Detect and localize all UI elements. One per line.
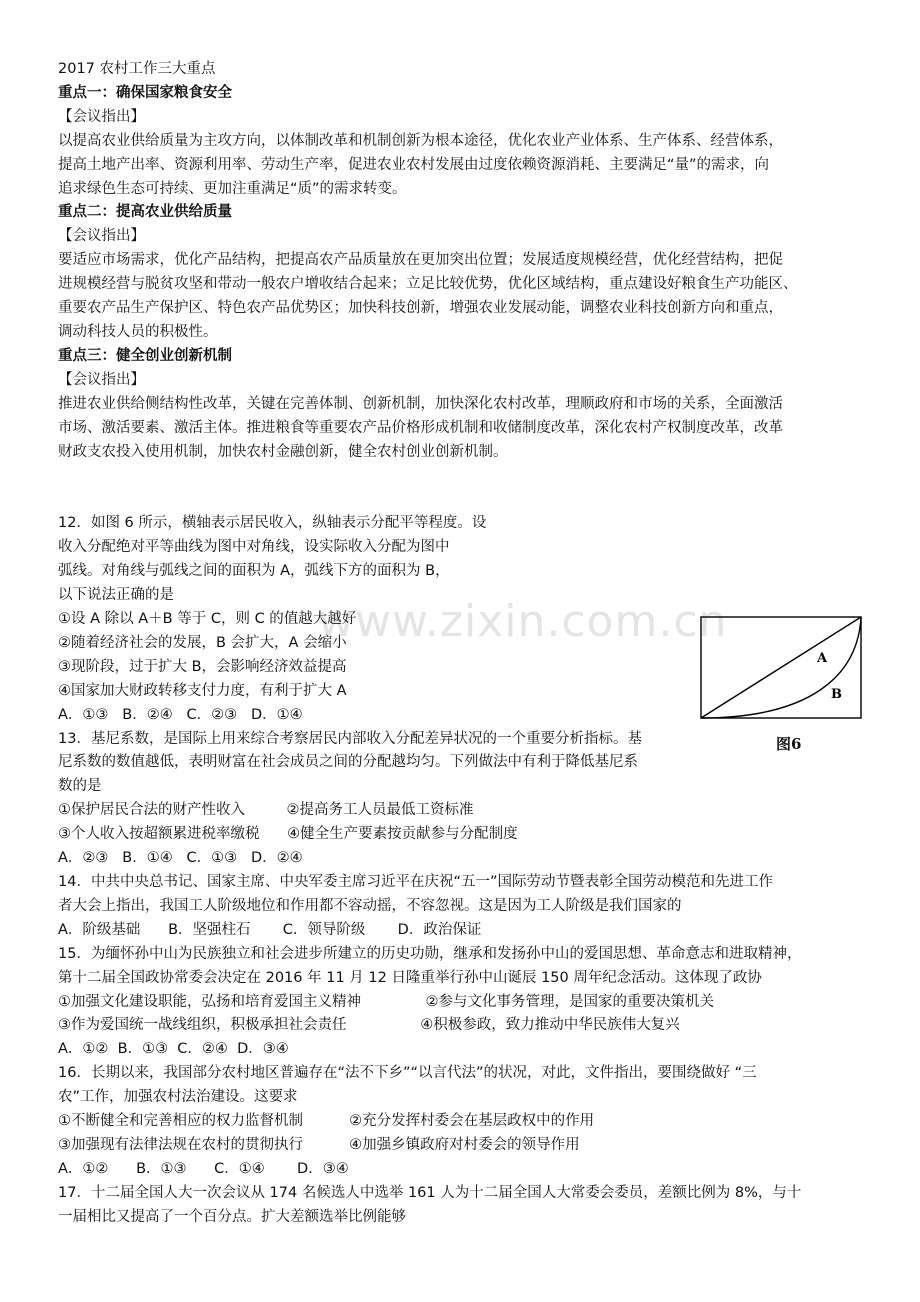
question-16-line: 16．长期以来，我国部分农村地区普遍存在“法不下乡”“以言代法”的状况，对此，文件指出，要围绕做好 “三 [58,1065,757,1082]
section-2-line: 要适应市场需求，优化产品结构，把提高农产品质量放在更加突出位置；发展适度规模经营，优化经营结构，把促 [58,252,783,269]
question-15-line: 15．为缅怀孙中山为民族独立和社会进步所建立的历史功勋，继承和发扬孙中山的爱国思想、革命意志和进取精神， [58,945,802,962]
section-1-line: 追求绿色生态可持续、更加注重满足“质”的需求转变。 [58,180,407,197]
watermark: www.zixin.com.cn [318,596,728,647]
equality-diagonal [701,617,861,718]
section-2-line: 调动科技人员的积极性。 [58,323,218,340]
question-12-option: ②随着经济社会的发展，B 会扩大，A 会缩小 [58,634,347,651]
question-13-line: 数的是 [58,778,102,795]
question-16-line: 农”工作，加强农村法治建设。这要求 [58,1089,298,1106]
question-12-line: 以下说法正确的是 [58,587,174,604]
figure-6-diagram [700,616,865,750]
document-title: 2017 农村工作三大重点 [58,61,216,77]
question-12-option: ①设 A 除以 A＋B 等于 C，则 C 的值越大越好 [58,611,357,628]
area-b-label: B [831,687,842,702]
question-16-answers: A．①② B．①③ C．①④ D．③④ [58,1160,349,1177]
question-13-option: ③个人收入按超额累进税率缴税 ④健全生产要素按贡献参与分配制度 [58,826,518,843]
question-15-option: ③作为爱国统一战线组织，积极承担社会责任 ④积极参政，致力推动中华民族伟大复兴 [58,1017,680,1034]
section-3-label: 【会议指出】 [58,371,145,388]
question-15-option: ①加强文化建设职能，弘扬和培育爱国主义精神 ②参与文化事务管理，是国家的重要决策机关 [58,993,715,1010]
section-1-label: 【会议指出】 [58,108,145,125]
figure-6-caption: 图6 [776,735,802,753]
section-1-line: 以提高农业供给质量为主攻方向，以体制改革和机制创新为根本途径，优化农业产业体系、生产体系、经营体系， [58,132,783,149]
question-15-line: 第十二届全国政协常委会决定在 2016 年 11 月 12 日隆重举行孙中山诞辰 150 周年纪念活动。这体现了政协 [58,969,762,986]
section-1-line: 提高土地产出率、资源利用率、劳动生产率，促进农业农村发展由过度依赖资源消耗、主要满足“量”的需求，向 [58,156,770,173]
question-14-line: 者大会上指出，我国工人阶级地位和作用都不容动摇，不容忽视。这是因为工人阶级是我们国家的 [58,897,682,914]
question-15-answers: A．①② B．①③ C．②④ D．③④ [58,1041,289,1058]
section-3-heading: 重点三：健全创业创新机制 [58,347,232,364]
question-12-option: ④国家加大财政转移支付力度，有利于扩大 A [58,682,347,699]
question-12-answers: A．①③ B．②④ C．②③ D．①④ [58,706,303,723]
question-12-line: 弧线。对角线与弧线之间的面积为 A，弧线下方的面积为 B， [58,563,450,580]
section-3-line: 市场、激活要素、激活主体。推进粮食等重要农产品价格形成机制和收储制度改革，深化农村产权制度改革，改革 [58,419,783,436]
figure-6-svg [700,616,865,720]
section-2-heading: 重点二：提高农业供给质量 [58,204,232,221]
question-17-line: 一届相比又提高了一个百分点。扩大差额选举比例能够 [58,1208,406,1225]
question-12-option: ③现阶段，过于扩大 B，会影响经济效益提高 [58,658,347,675]
section-3-line: 推进农业供给侧结构性改革，关键在完善体制、创新机制，加快深化农村改革，理顺政府和市场的关系，全面激活 [58,395,783,412]
question-13-line: 13．基尼系数，是国际上用来综合考察居民内部收入分配差异状况的一个重要分析指标。基 [58,730,642,747]
question-14-answers: A．阶级基础 B．坚强柱石 C．领导阶级 D．政治保证 [58,921,482,938]
question-12-line: 收入分配绝对平等曲线为图中对角线，设实际收入分配为图中 [58,539,450,556]
question-16-option: ③加强现有法律法规在农村的贯彻执行 ④加强乡镇政府对村委会的领导作用 [58,1136,580,1153]
question-14-line: 14．中共中央总书记、国家主席、中央军委主席习近平在庆祝“五一”国际劳动节暨表彰全国劳动模范和先进工作 [58,874,773,890]
question-13-answers: A．②③ B．①④ C．①③ D．②④ [58,850,303,867]
question-16-option: ①不断健全和完善相应的权力监督机制 ②充分发挥村委会在基层政权中的作用 [58,1113,595,1130]
section-3-line: 财政支农投入使用机制，加快农村金融创新，健全农村创业创新机制。 [58,443,508,460]
question-12-line: 12．如图 6 所示，横轴表示居民收入，纵轴表示分配平等程度。设 [58,515,487,532]
section-1-heading: 重点一：确保国家粮食安全 [58,84,232,101]
area-a-label: A [817,651,828,666]
section-2-line: 进规模经营与脱贫攻坚和带动一般农户增收结合起来；立足比较优势，优化区域结构，重点建设好粮食生产功能区、 [58,276,798,293]
question-17-line: 17．十二届全国人大一次会议从 174 名候选人中选举 161 人为十二届全国人大常委会委员，差额比例为 8%，与十 [58,1184,802,1201]
section-2-line: 重要农产品生产保护区、特色农产品优势区；加快科技创新，增强农业发展动能，调整农业科技创新方向和重点， [58,300,783,317]
question-13-option: ①保护居民合法的财产性收入 ②提高务工人员最低工资标准 [58,802,474,819]
section-2-label: 【会议指出】 [58,228,145,245]
question-13-line: 尼系数的数值越低，表明财富在社会成员之间的分配越均匀。下列做法中有利于降低基尼系 [58,754,638,771]
